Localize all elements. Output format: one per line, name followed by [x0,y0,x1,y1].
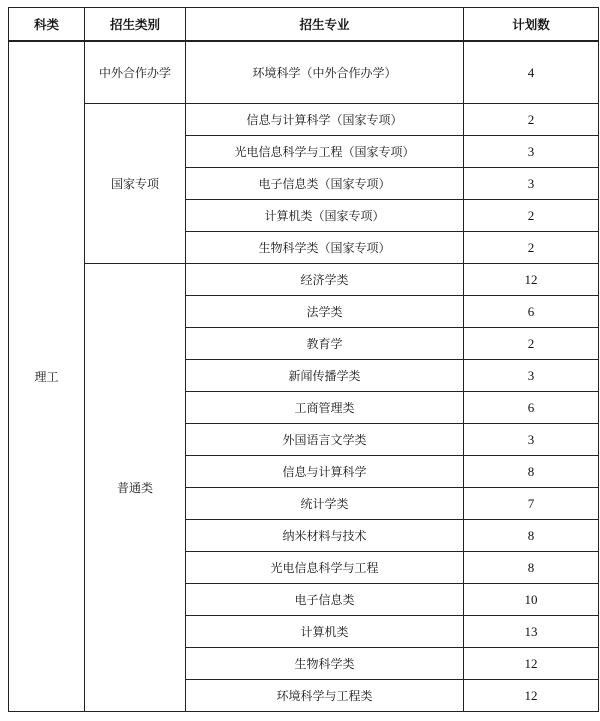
plan-cell: 3 [464,136,599,168]
major-cell: 计算机类（国家专项） [186,200,464,232]
major-cell: 生物科学类（国家专项） [186,232,464,264]
plan-cell: 2 [464,200,599,232]
plan-cell: 12 [464,264,599,296]
header-major: 招生专业 [186,8,464,42]
plan-cell: 6 [464,296,599,328]
category-cell: 中外合作办学 [85,41,186,104]
major-cell: 外国语言文学类 [186,424,464,456]
major-cell: 光电信息科学与工程 [186,552,464,584]
plan-cell: 3 [464,168,599,200]
plan-cell: 10 [464,584,599,616]
table-row [9,264,599,296]
plan-cell: 12 [464,648,599,680]
major-cell: 生物科学类 [186,648,464,680]
major-cell: 环境科学与工程类 [186,680,464,712]
major-cell: 法学类 [186,296,464,328]
header-category: 招生类别 [85,8,186,42]
plan-cell: 6 [464,392,599,424]
plan-cell: 7 [464,488,599,520]
major-cell: 电子信息类（国家专项） [186,168,464,200]
subject-cell: 理工 [9,41,85,712]
plan-cell: 4 [464,41,599,104]
plan-cell: 8 [464,520,599,552]
major-cell: 新闻传播学类 [186,360,464,392]
category-cell: 国家专项 [85,104,186,264]
major-cell: 经济学类 [186,264,464,296]
major-cell: 工商管理类 [186,392,464,424]
plan-cell: 2 [464,232,599,264]
major-cell: 光电信息科学与工程（国家专项） [186,136,464,168]
plan-cell: 2 [464,104,599,136]
plan-cell: 13 [464,616,599,648]
plan-cell: 8 [464,552,599,584]
major-cell: 信息与计算科学 [186,456,464,488]
plan-cell: 12 [464,680,599,712]
major-cell: 纳米材料与技术 [186,520,464,552]
major-cell: 信息与计算科学（国家专项） [186,104,464,136]
major-cell: 环境科学（中外合作办学） [186,41,464,104]
major-cell: 统计学类 [186,488,464,520]
table-row [9,104,599,136]
header-row [9,8,599,42]
header-subject: 科类 [9,8,85,42]
plan-cell: 2 [464,328,599,360]
plan-cell: 3 [464,424,599,456]
plan-cell: 3 [464,360,599,392]
major-cell: 教育学 [186,328,464,360]
admission-plan-table [8,7,599,712]
major-cell: 计算机类 [186,616,464,648]
table-row [9,41,599,104]
header-plan: 计划数 [464,8,599,42]
category-cell: 普通类 [85,264,186,712]
plan-cell: 8 [464,456,599,488]
major-cell: 电子信息类 [186,584,464,616]
